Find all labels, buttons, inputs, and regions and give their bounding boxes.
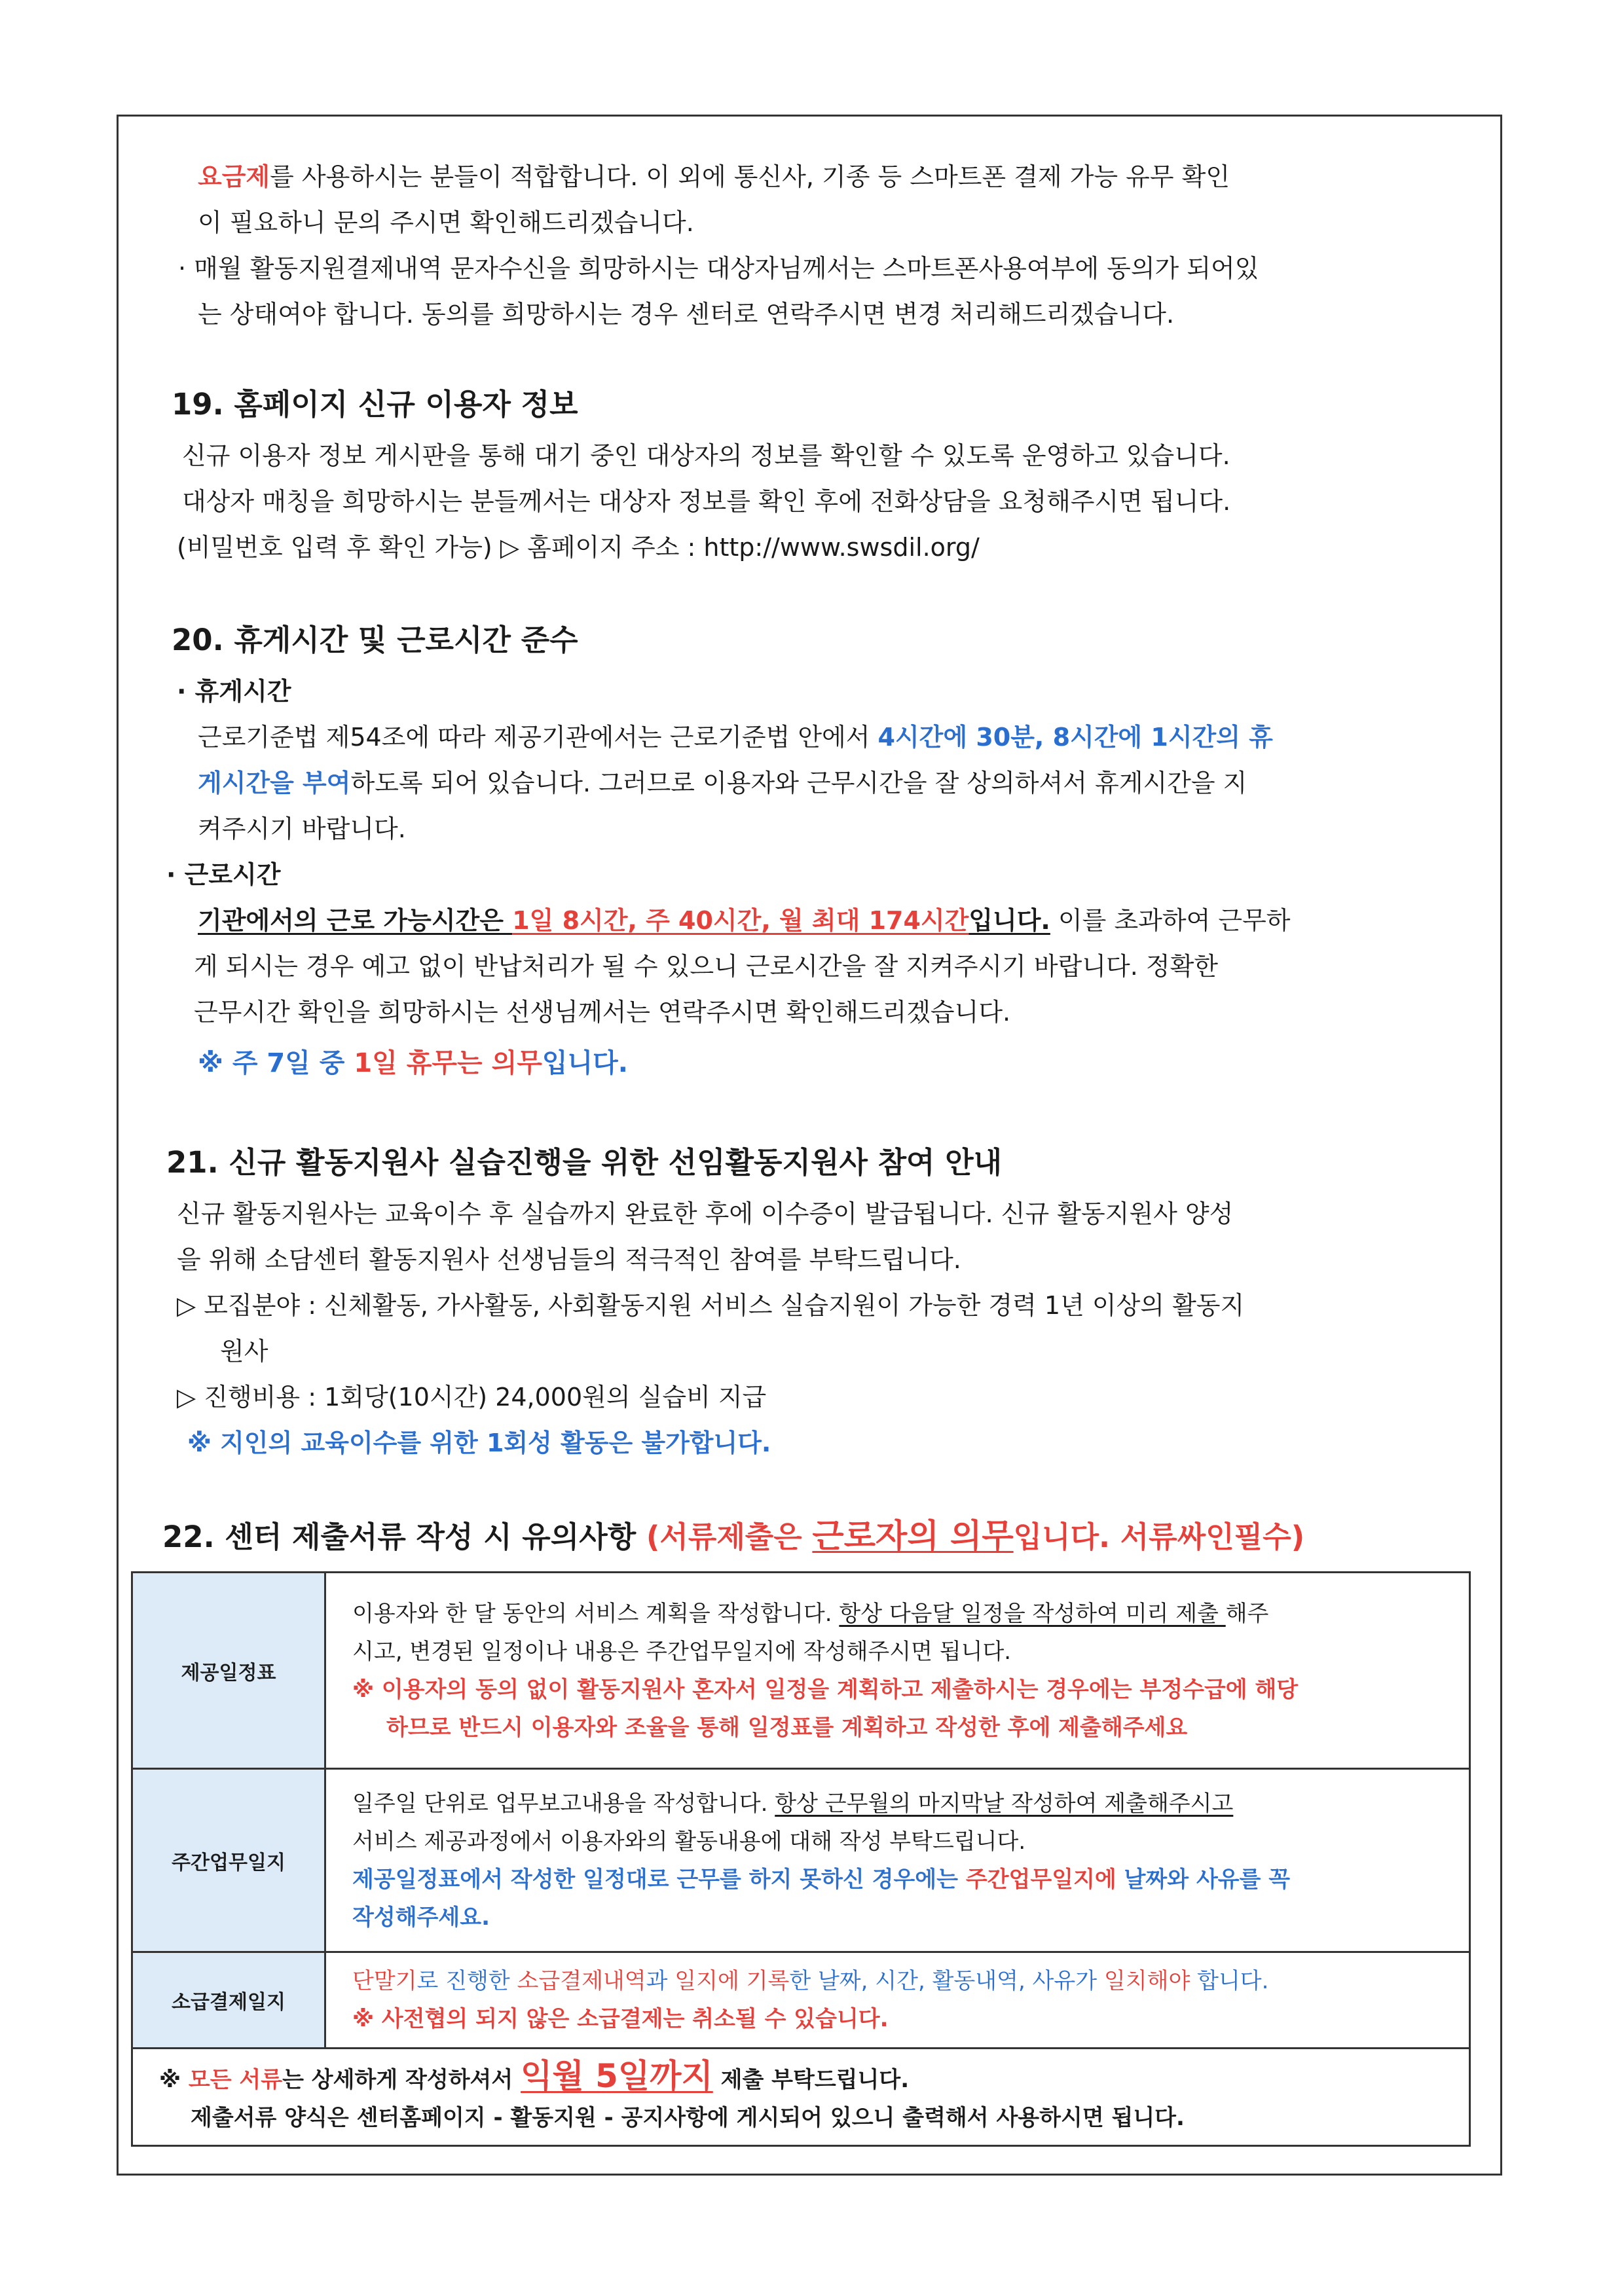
- row-description: [325, 1769, 1470, 1952]
- foot-line-2: 제출서류 양식은 센터홈페이지 - 활동지원 - 공지사항에 게시되어 있으니 출력해서 사용하시면 됩니다.: [191, 2105, 1185, 2131]
- desc-text: 해주: [1225, 1600, 1269, 1627]
- work-line-1: [198, 905, 1291, 936]
- desc-text: 일주일 단위로 업무보고내용을 작성합니다.: [352, 1790, 775, 1817]
- table-footer-row: [132, 2049, 1470, 2146]
- work-text: 이를 초과하여 근무하: [1050, 906, 1291, 935]
- rest-highlight-2: 게시간을 부여: [198, 769, 351, 797]
- weekly-rest-note: [198, 1048, 628, 1079]
- row-label: 소급결제일지: [132, 1952, 325, 2049]
- rest-text-2: 하도록 되어 있습니다. 그러므로 이용자와 근무시간을 잘 상의하셔서 휴게시간을 지: [350, 769, 1247, 797]
- table-row: [132, 1573, 1470, 1769]
- foot-mark: ※: [159, 2067, 189, 2093]
- desc-red: 일지에 기록: [674, 1968, 790, 1994]
- row-description: [325, 1952, 1470, 2049]
- table-row: [132, 1769, 1470, 1952]
- row-label: 제공일정표: [132, 1573, 325, 1769]
- desc-blue: 한 날짜, 시간, 활동내역, 사유가: [789, 1968, 1104, 1994]
- s21-line-4: 원사: [220, 1337, 268, 1366]
- s19-line-3: (비밀번호 입력 후 확인 가능) ▷ 홈페이지 주소 : http://www.swsdil.org/: [177, 533, 980, 562]
- work-lead: 기관에서의 근로 가능시간은: [198, 906, 513, 935]
- work-line-2: 게 되시는 경우 예고 없이 반납처리가 될 수 있으니 근로시간을 잘 지켜주시기 바랍니다. 정확한: [194, 952, 1219, 981]
- desc-red: 단말기: [352, 1968, 417, 1994]
- rest-text: 근로기준법 제54조에 따라 제공기관에서는 근로기준법 안에서: [198, 723, 878, 752]
- work-limit: 1일 8시간, 주 40시간, 월 최대 174시간: [512, 906, 969, 935]
- rest-line-1: [198, 721, 1273, 753]
- s22-title-red-end: 입니다. 서류싸인필수): [1013, 1520, 1305, 1554]
- table-row: [132, 1952, 1470, 2049]
- s21-line-5: ▷ 진행비용 : 1회당(10시간) 24,000원의 실습비 지급: [177, 1383, 767, 1412]
- foot-text: 는 상세하게 작성하셔서: [282, 2067, 521, 2093]
- section-19-title: 19. 홈페이지 신규 이용자 정보: [172, 387, 578, 422]
- desc-blue: 제공일정표에서 작성한 일정대로 근무를 하지 못하신 경우에는: [352, 1866, 966, 1893]
- highlight-plan: 요금제: [198, 162, 270, 191]
- rest-line-2: [198, 767, 1247, 799]
- intro-line-3: · 매월 활동지원결제내역 문자수신을 희망하시는 대상자님께서는 스마트폰사용여부에 동의가 되어있: [178, 254, 1259, 283]
- desc-blue: 과: [646, 1968, 675, 1994]
- work-line-3: 근무시간 확인을 희망하시는 선생님께서는 연락주시면 확인해드리겠습니다.: [194, 998, 1011, 1027]
- desc-warning: ※ 사전협의 되지 않은 소급결제는 취소될 수 있습니다.: [352, 2006, 889, 2032]
- footer-note: [132, 2049, 1470, 2146]
- desc-line: 시고, 변경된 일정이나 내용은 주간업무일지에 작성해주시면 됩니다.: [352, 1638, 1012, 1665]
- row-label: 주간업무일지: [132, 1769, 325, 1952]
- s22-title-duty: 근로자의 의무: [812, 1517, 1014, 1555]
- rest-highlight: 4시간에 30분, 8시간에 1시간의 휴: [877, 723, 1273, 752]
- s19-line-2: 대상자 매칭을 희망하시는 분들께서는 대상자 정보를 확인 후에 전화상담을 요청해주시면 됩니다.: [182, 487, 1231, 516]
- rest-heading: · 휴게시간: [177, 677, 291, 706]
- note-suffix: 입니다.: [542, 1048, 628, 1078]
- intro-line-4: 는 상태여야 합니다. 동의를 희망하시는 경우 센터로 연락주시면 변경 처리해드리겠습니다.: [198, 300, 1175, 329]
- section-20-title: 20. 휴게시간 및 근로시간 준수: [172, 623, 578, 657]
- desc-text: 이용자와 한 달 동안의 서비스 계획을 작성합니다.: [352, 1600, 840, 1627]
- s21-line-3: ▷ 모집분야 : 신체활동, 가사활동, 사회활동지원 서비스 실습지원이 가능한 경력 1년 이상의 활동지: [177, 1291, 1245, 1320]
- foot-deadline: 익월 5일까지: [521, 2057, 713, 2095]
- s21-line-2: 을 위해 소담센터 활동지원사 선생님들의 적극적인 참여를 부탁드립니다.: [177, 1245, 961, 1274]
- desc-warning: 하므로 반드시 이용자와 조율을 통해 일정표를 계획하고 작성한 후에 제출해주세요: [386, 1714, 1188, 1741]
- s22-title-red: (서류제출은: [646, 1520, 813, 1554]
- desc-blue: 로 진행한: [416, 1968, 517, 1994]
- desc-red: 소급결제내역: [517, 1968, 646, 1994]
- desc-blue: 날짜와 사유를 꼭: [1116, 1866, 1291, 1893]
- desc-line: 서비스 제공과정에서 이용자와의 활동내용에 대해 작성 부탁드립니다.: [352, 1828, 1026, 1855]
- work-end: 입니다.: [969, 906, 1050, 935]
- row-description: [325, 1573, 1470, 1769]
- desc-blue: 합니다.: [1190, 1968, 1269, 1994]
- s21-note: ※ 지인의 교육이수를 위한 1회성 활동은 불가합니다.: [187, 1429, 771, 1457]
- desc-blue-line: 작성해주세요.: [352, 1904, 490, 1931]
- section-21-title: 21. 신규 활동지원사 실습진행을 위한 선임활동지원사 참여 안내: [166, 1145, 1003, 1180]
- note-highlight: 1일 휴무는 의무: [354, 1048, 542, 1078]
- foot-text: 제출 부탁드립니다.: [712, 2067, 910, 2093]
- desc-underlined: 항상 다음달 일정을 작성하여 미리 제출: [839, 1600, 1226, 1627]
- section-22-title: [162, 1518, 1304, 1556]
- s22-title-text: 22. 센터 제출서류 작성 시 유의사항: [162, 1520, 646, 1554]
- documents-table: [131, 1571, 1471, 2147]
- work-heading: · 근로시간: [166, 860, 281, 889]
- desc-underlined: 항상 근무월의 마지막날 작성하여 제출해주시고: [775, 1790, 1234, 1817]
- desc-red: 주간업무일지에: [965, 1866, 1116, 1893]
- rest-line-3: 켜주시기 바랍니다.: [198, 814, 406, 843]
- note-prefix: ※ 주 7일 중: [198, 1048, 354, 1078]
- desc-warning: ※ 이용자의 동의 없이 활동지원사 혼자서 일정을 계획하고 제출하시는 경우에는 부정수급에 해당: [352, 1676, 1299, 1703]
- intro-text: 를 사용하시는 분들이 적합합니다. 이 외에 통신사, 기종 등 스마트폰 결제 가능 유무 확인: [270, 162, 1230, 191]
- intro-line-2: 이 필요하니 문의 주시면 확인해드리겠습니다.: [198, 208, 694, 237]
- foot-red: 모든 서류: [188, 2067, 283, 2093]
- s21-line-1: 신규 활동지원사는 교육이수 후 실습까지 완료한 후에 이수증이 발급됩니다. 신규 활동지원사 양성: [177, 1199, 1234, 1228]
- desc-red: 일치해야: [1103, 1968, 1190, 1994]
- intro-line-1: [198, 161, 1230, 192]
- s19-line-1: 신규 이용자 정보 게시판을 통해 대기 중인 대상자의 정보를 확인할 수 있도록 운영하고 있습니다.: [182, 441, 1230, 470]
